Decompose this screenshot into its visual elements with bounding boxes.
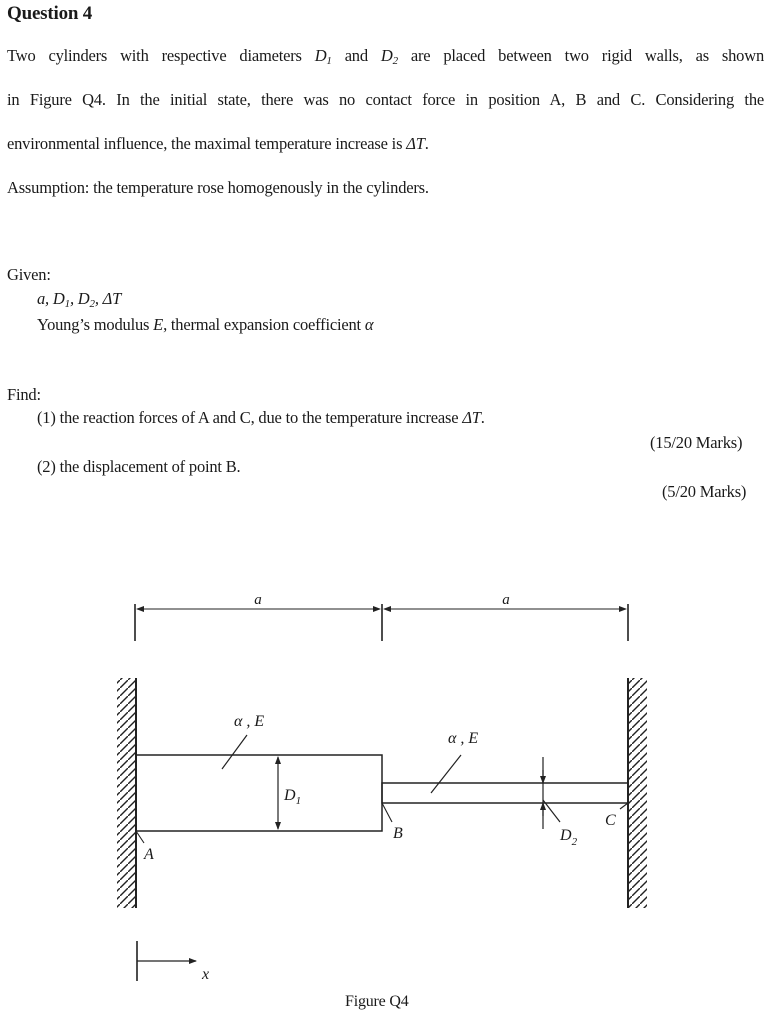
find-item-2-marks: (5/20 Marks) [662, 482, 747, 501]
label-material-right: α , E [448, 730, 479, 747]
text: . [424, 134, 429, 153]
leader-point-a [136, 831, 144, 843]
intro-line-2: in Figure Q4. In the initial state, there was no contact force in position A, B and C. Considering the [7, 90, 764, 109]
leader-point-b [382, 803, 392, 822]
label-point-b: B [393, 825, 403, 842]
given-variables: a, $D_1$, $D_2$, ΔT [37, 289, 122, 310]
label-d2: $D_2$ [560, 827, 578, 848]
label-point-a: A [144, 846, 154, 863]
given-heading: Given: [7, 265, 51, 284]
question-title: Question 4 [7, 3, 93, 24]
dimension-lines [135, 604, 628, 641]
leader-material-right [431, 755, 461, 793]
find-item-1-marks: (15/20 Marks) [650, 433, 743, 452]
x-axis-label: x [202, 966, 210, 983]
leader-material-left [222, 735, 247, 769]
find-item-1: (1) the reaction forces of A and C, due to the temperature increase ΔT. [37, 408, 485, 427]
dim-label-left: a [254, 592, 262, 608]
label-d1: $D_1$ [284, 787, 302, 807]
label-material-left: α , E [234, 713, 265, 730]
cylinder-2 [382, 783, 628, 803]
figure-caption: Figure Q4 [345, 993, 409, 1010]
left-wall-hatch [117, 678, 135, 908]
left-wall [117, 678, 136, 908]
text: are placed between two rigid walls, as shown [397, 46, 764, 65]
assumption-text: Assumption: the temperature rose homogenously in the cylinders. [7, 178, 429, 197]
text: environmental influence, the maximal temperature increase is [7, 134, 407, 153]
find-heading: Find: [7, 385, 41, 404]
given-materials: Young’s modulus E, thermal expansion coefficient α [37, 315, 374, 334]
leader-point-c [620, 803, 628, 809]
symbol-delta-t: ΔT [406, 134, 425, 153]
cylinder-1 [136, 755, 382, 831]
right-wall [628, 678, 647, 908]
symbol-d1: $D_1$ [314, 46, 332, 67]
label-point-c: C [605, 812, 616, 829]
dim-label-right: a [502, 592, 510, 608]
right-wall-hatch [629, 678, 647, 908]
text: and [331, 46, 381, 65]
symbol-d2: $D_2$ [380, 46, 398, 67]
find-item-2: (2) the displacement of point B. [37, 457, 241, 476]
text: Two cylinders with respective diameters [7, 46, 315, 65]
